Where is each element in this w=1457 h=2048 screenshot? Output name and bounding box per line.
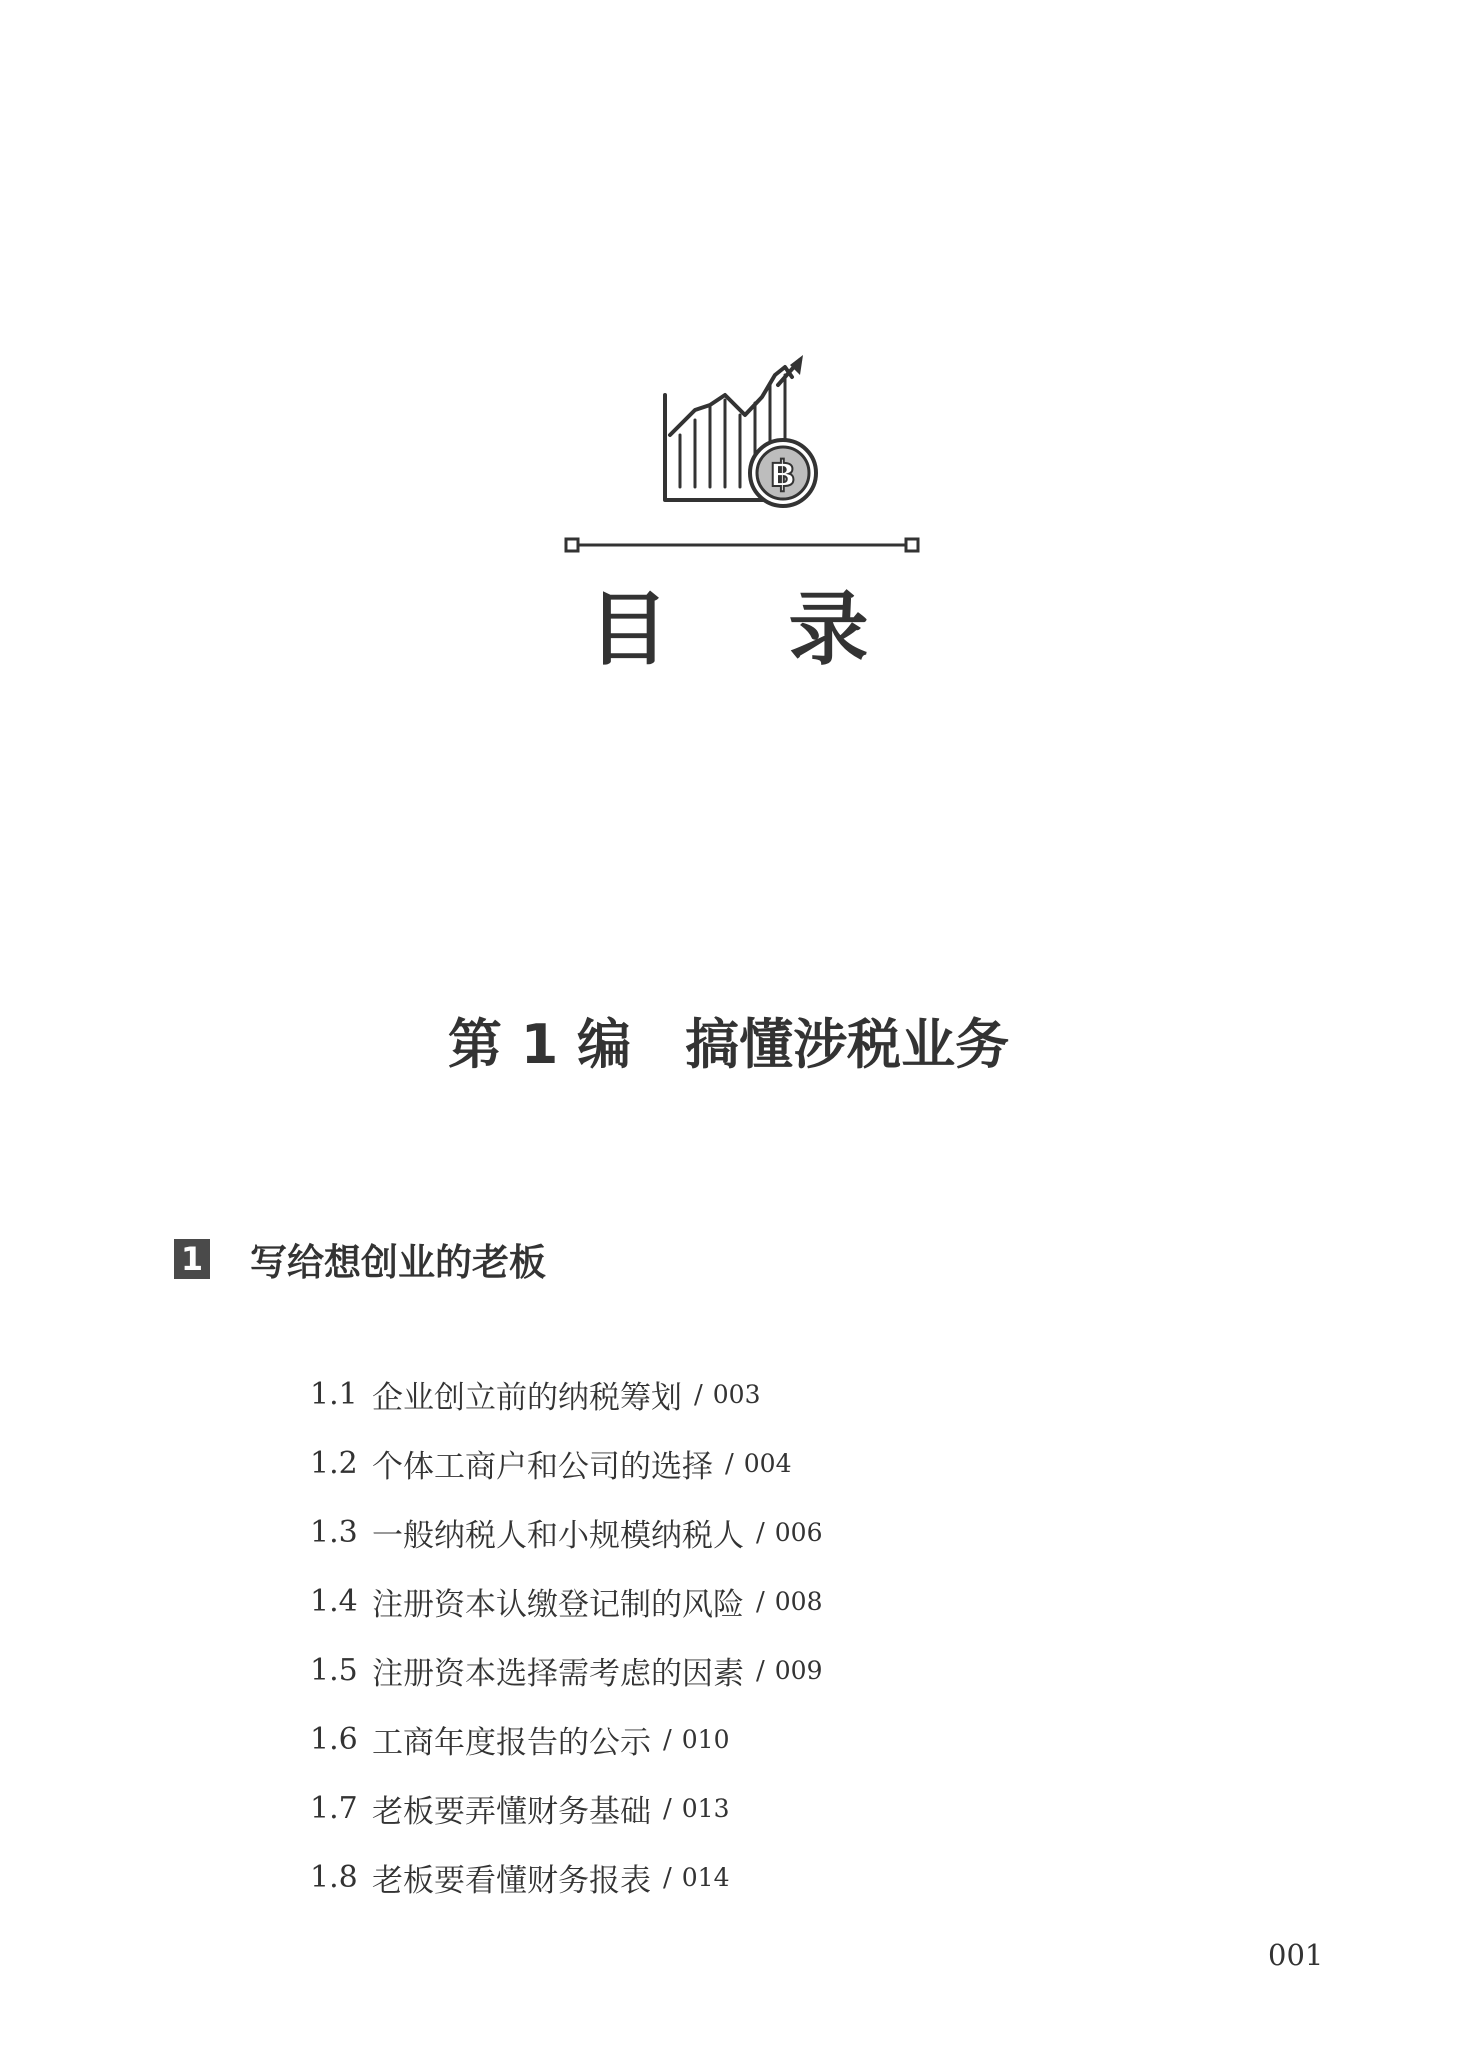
toc-item-separator: / [663,1862,672,1893]
toc-item-title: 一般纳税人和小规模纳税人 [372,1518,744,1554]
toc-list [310,1360,822,1912]
toc-item-number: 1.5 [310,1653,358,1688]
toc-item-number: 1.3 [310,1515,358,1550]
chapter-heading [174,1232,546,1286]
toc-item-separator: / [694,1379,703,1410]
toc-item[interactable] [310,1360,822,1429]
page-number: 001 [1268,1938,1324,1972]
chapter-number-badge: 1 [174,1239,210,1279]
toc-item[interactable] [310,1498,822,1567]
toc-item-page: 009 [774,1656,823,1685]
toc-item-number: 1.8 [310,1860,358,1895]
toc-item-page: 004 [743,1449,792,1478]
toc-item-page: 008 [774,1587,823,1616]
toc-item-number: 1.2 [310,1446,358,1481]
toc-item-title: 老板要弄懂财务基础 [372,1794,651,1830]
toc-item-separator: / [756,1586,765,1617]
toc-item-title: 注册资本选择需考虑的因素 [372,1656,744,1692]
toc-item-title: 工商年度报告的公示 [372,1725,651,1761]
toc-item-separator: / [663,1724,672,1755]
toc-item-separator: / [663,1793,672,1824]
toc-item-number: 1.4 [310,1584,358,1619]
toc-item-title: 个体工商户和公司的选择 [372,1449,713,1485]
toc-item-separator: / [756,1655,765,1686]
toc-item[interactable] [310,1567,822,1636]
toc-item-separator: / [756,1517,765,1548]
svg-text:฿: ฿ [770,454,796,495]
toc-item-page: 013 [681,1794,730,1823]
toc-item[interactable] [310,1705,822,1774]
toc-item-page: 006 [774,1518,823,1547]
toc-item-number: 1.6 [310,1722,358,1757]
toc-item[interactable] [310,1774,822,1843]
toc-item-page: 010 [681,1725,730,1754]
toc-item-title: 老板要看懂财务报表 [372,1863,651,1899]
title-divider [562,535,922,555]
toc-item[interactable] [310,1636,822,1705]
toc-item-separator: / [725,1448,734,1479]
toc-item[interactable] [310,1843,822,1912]
toc-item[interactable] [310,1429,822,1498]
toc-item-number: 1.7 [310,1791,358,1826]
toc-item-number: 1.1 [310,1377,358,1412]
chapter-title: 写给想创业的老板 [250,1241,546,1284]
toc-item-page: 014 [681,1863,730,1892]
chart-bitcoin-icon [650,355,840,525]
toc-item-title: 注册资本认缴登记制的风险 [372,1587,744,1623]
toc-item-title: 企业创立前的纳税筹划 [372,1380,682,1416]
part-title: 第 1 编 搞懂涉税业务 [447,1013,1010,1076]
toc-title: 目录 [588,583,989,676]
toc-item-page: 003 [712,1380,761,1409]
